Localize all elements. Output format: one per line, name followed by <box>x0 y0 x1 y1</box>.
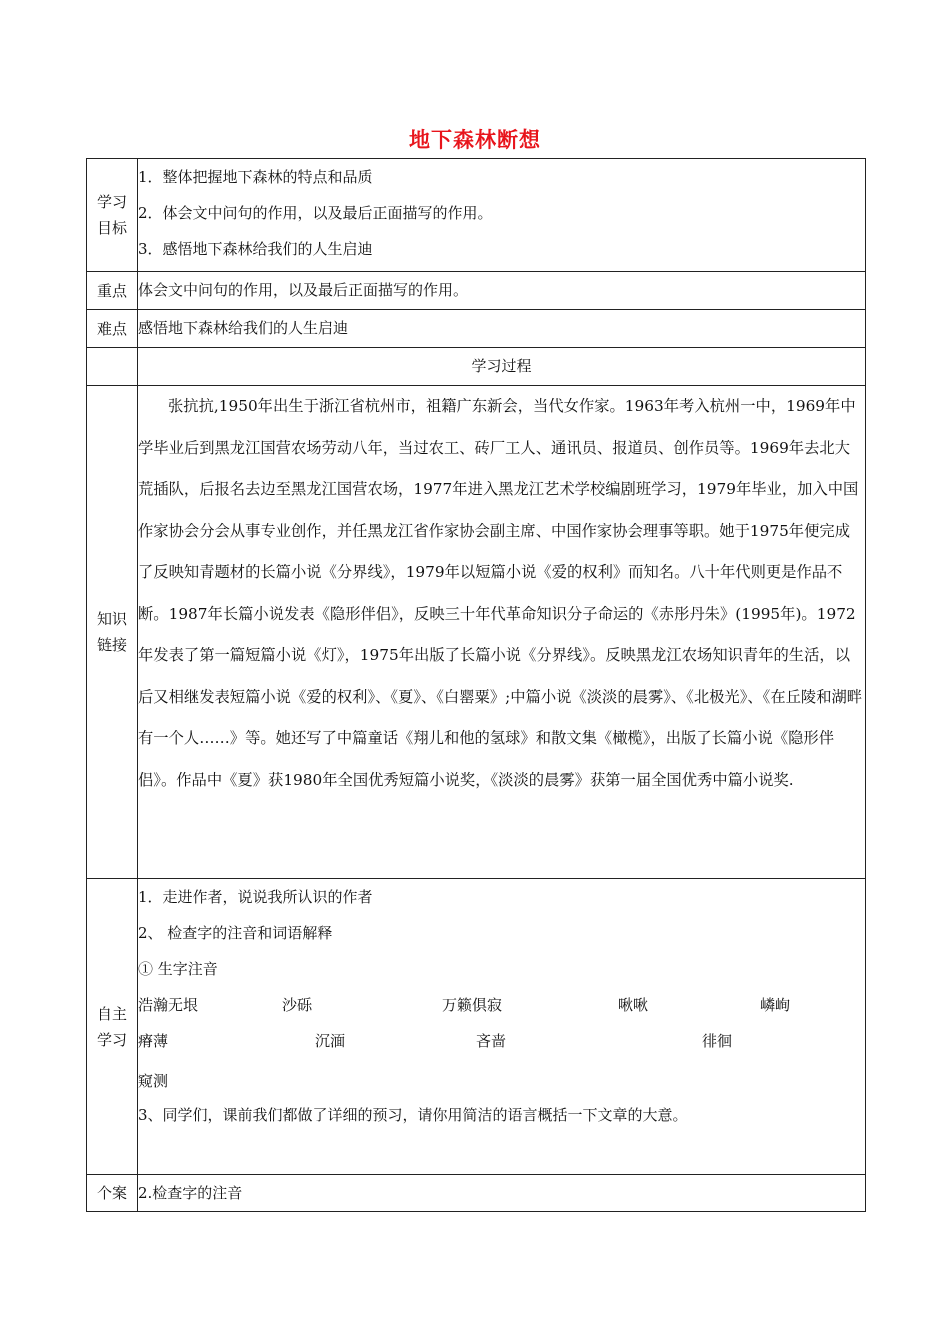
vocab-row-3 <box>138 1059 865 1099</box>
vocab-word: 嶙峋 <box>760 996 791 1014</box>
goals-label: 学习 目标 <box>87 159 138 272</box>
case-label: 个案 <box>87 1175 138 1212</box>
lesson-plan-table <box>86 158 866 1212</box>
key-point-label: 重点 <box>87 272 138 310</box>
knowledge-row <box>87 386 866 879</box>
knowledge-label: 知识 链接 <box>87 386 138 879</box>
vocab-word: 窥测 <box>138 1072 169 1090</box>
process-heading: 学习过程 <box>471 357 532 375</box>
self-study-row <box>87 879 866 1175</box>
difficulty-label: 难点 <box>87 310 138 348</box>
process-row <box>87 348 866 386</box>
vocab-word: 徘徊 <box>702 1032 733 1050</box>
goal-item: 2．体会文中问句的作用，以及最后正面描写的作用。 <box>138 204 493 222</box>
difficulty-text: 感悟地下森林给我们的人生启迪 <box>138 319 349 337</box>
vocab-word: 万籁俱寂 <box>442 996 503 1014</box>
goals-row <box>87 159 866 272</box>
vocab-word: 瘠薄 <box>138 1032 169 1050</box>
goal-item: 1．整体把握地下森林的特点和品质 <box>138 168 373 186</box>
key-point-row <box>87 272 866 310</box>
self-study-item-3: 3、同学们，课前我们都做了详细的预习，请你用简洁的语言概括一下文章的大意。 <box>138 1106 688 1124</box>
self-study-item-1: 1．走进作者，说说我所认识的作者 <box>138 888 373 906</box>
case-row <box>87 1175 866 1212</box>
difficulty-row <box>87 310 866 348</box>
vocab-word: 沙砾 <box>282 996 313 1014</box>
self-study-item-2-sub: ① 生字注音 <box>138 960 218 978</box>
key-point-text: 体会文中问句的作用，以及最后正面描写的作用。 <box>138 281 469 299</box>
vocab-row-1 <box>138 987 865 1023</box>
goals-content <box>138 159 866 272</box>
vocab-word: 啾啾 <box>618 996 649 1014</box>
knowledge-paragraph: 张抗抗,1950年出生于浙江省杭州市，祖籍广东新会，当代女作家。1963年考入杭州一中，1969年中学毕业后到黑龙江国营农场劳动八年，当过农工、砖厂工人、通讯员、报道员、创作员等。1969年去北大荒插队，后报名去边至黑龙江国营农场，1977年进入黑龙江艺术学校编剧班学习，1979年毕业，加入中国作家协会分会从事专业创作，并任黑龙江省作家协会副主席、中国作家协会理事等职。她于1975年便完成了反映知青题材的长篇小说《分界线》，1979年以短篇小说《爱的权利》而知名。八十年代则更是作品不断。1987年长篇小说发表《隐形伴侣》，反映三十年代革命知识分子命运的《赤彤丹朱》(1995年)。1972年发表了第一篇短篇小说《灯》，1975年出版了长篇小说《分界线》。反映黑龙江农场知识青年的生活，以后又相继发表短篇小说《爱的权利》、《夏》、《白罂粟》;中篇小说《淡淡的晨雾》、《北极光》、《在丘陵和湖畔有一个人……》等。她还写了中篇童话《翔儿和他的氢球》和散文集《橄榄》，出版了长篇小说《隐形伴侣》。作品中《夏》获1980年全国优秀短篇小说奖，《淡淡的晨雾》获第一届全国优秀中篇小说奖. <box>138 397 863 789</box>
self-study-label: 自主 学习 <box>87 879 138 1175</box>
document-title: 地下森林断想 <box>409 128 541 152</box>
vocab-word: 浩瀚无垠 <box>138 996 199 1014</box>
vocab-word: 沉湎 <box>315 1032 346 1050</box>
self-study-item-2: 2、 检查字的注音和词语解释 <box>138 924 333 942</box>
goal-item: 3．感悟地下森林给我们的人生启迪 <box>138 240 373 258</box>
case-text: 2.检查字的注音 <box>138 1184 243 1202</box>
vocab-word: 吝啬 <box>476 1032 507 1050</box>
vocab-row-2 <box>138 1023 865 1059</box>
